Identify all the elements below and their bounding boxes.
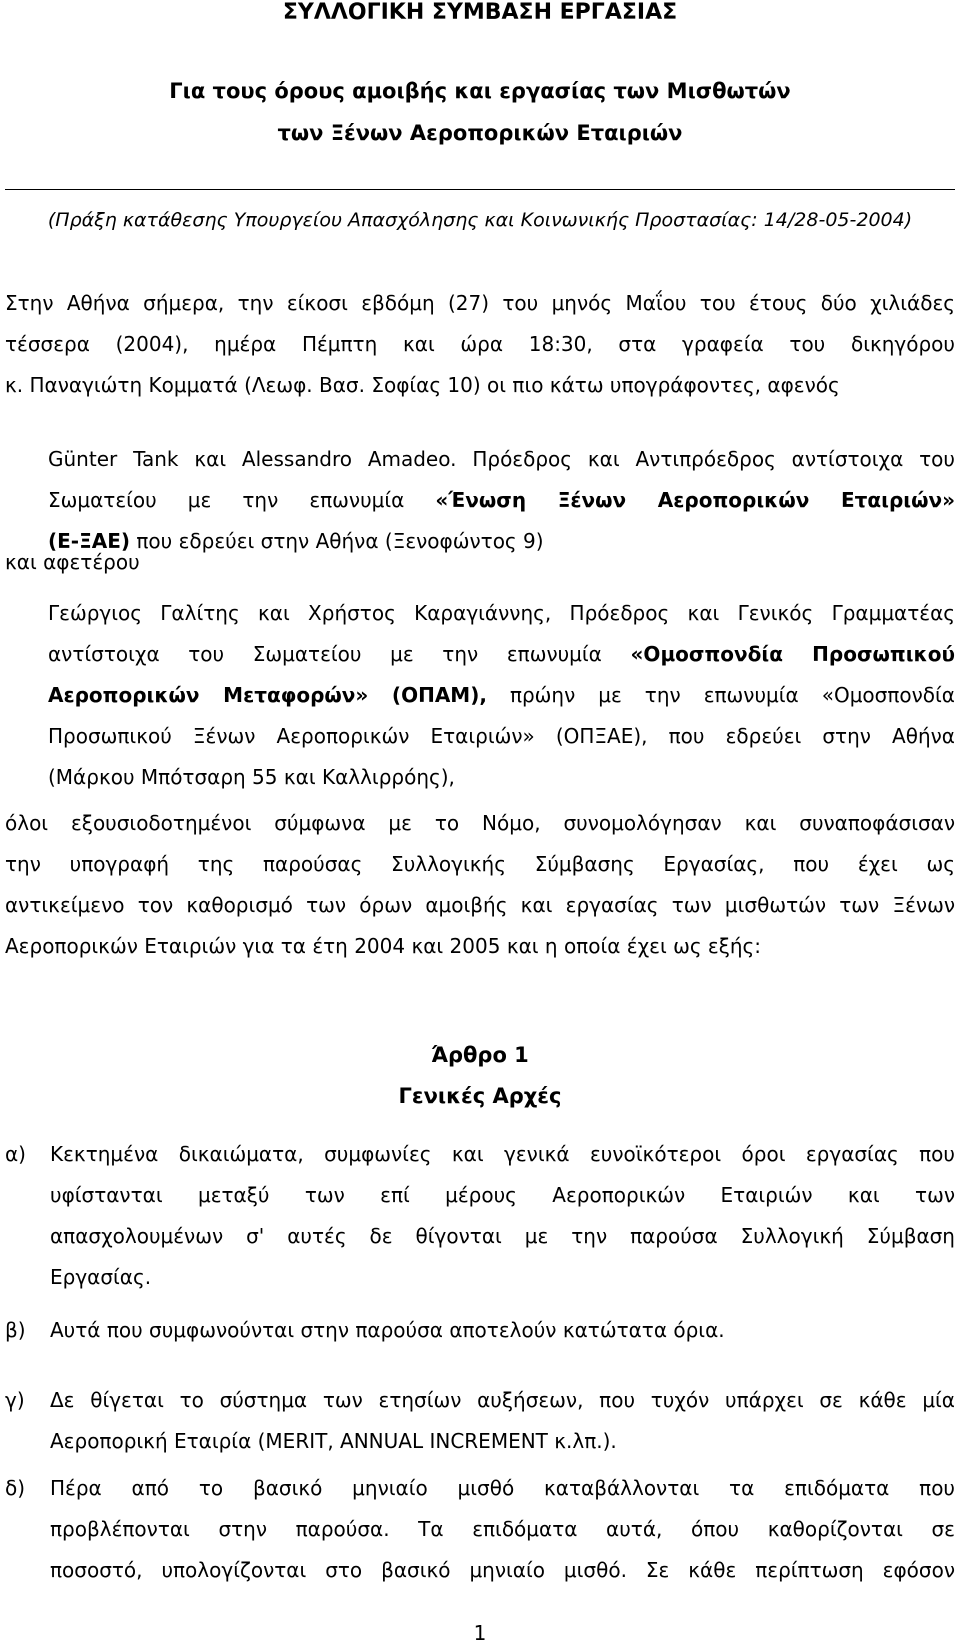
item-d-text <box>50 1468 955 1591</box>
agreement-paragraph <box>5 803 955 967</box>
item-a-line-4: Εργασίας. <box>50 1265 152 1289</box>
and-other-text: και αφετέρου <box>5 550 140 574</box>
party-two-line-3 <box>48 675 955 716</box>
item-d-line-1: Πέρα από το βασικό μηνιαίο μισθό καταβάλλονται τα επιδόματα που <box>50 1476 955 1500</box>
intro-paragraph <box>5 283 955 406</box>
party-two-union-name-a: «Ομοσπονδία Προσωπικού <box>630 642 956 666</box>
agreement-line-2: την υπογραφή της παρούσας Συλλογικής Σύμβασης Εργασίας, που έχει ως <box>5 852 955 876</box>
item-b-text <box>50 1310 955 1351</box>
subtitle-line-2: των Ξένων Αεροπορικών Εταιριών <box>277 121 683 145</box>
party-two-paragraph <box>48 593 955 798</box>
item-a-line-3: απασχολουμένων σ' αυτές δε θίγονται με την παρούσα Συλλογική Σύμβαση <box>50 1224 955 1248</box>
party-one-line-1: Günter Tank και Alessandro Amadeo. Πρόεδρος και Αντιπρόεδρος αντίστοιχα του <box>48 447 955 471</box>
party-one-union-abbrev: (Ε-ΞΑΕ) <box>48 529 131 553</box>
agreement-line-1: όλοι εξουσιοδοτημένοι σύμφωνα με το Νόμο, συνομολόγησαν και συναποφάσισαν <box>5 811 955 835</box>
item-b-line-1: Αυτά που συμφωνούνται στην παρούσα αποτελούν κατώτατα όρια. <box>50 1318 725 1342</box>
party-two-text: αντίστοιχα του Σωματείου με την επωνυμία <box>48 642 631 666</box>
item-c-line-1: Δε θίγεται το σύστημα των ετησίων αυξήσεων, που τυχόν υπάρχει σε κάθε μία <box>50 1388 955 1412</box>
item-c-text <box>50 1380 955 1462</box>
item-b-label: β) <box>5 1318 26 1342</box>
item-d-label: δ) <box>5 1476 26 1500</box>
item-d-line-2: προβλέπονται στην παρούσα. Τα επιδόματα αυτά, όπου καθορίζονται σε <box>50 1517 955 1541</box>
party-one-text: Σωματείου με την επωνυμία <box>48 488 436 512</box>
party-one-union-name: «Ένωση Ξένων Αεροπορικών Εταιριών» <box>435 488 955 512</box>
item-a-line-2: υφίστανται μεταξύ των επί μέρους Αεροπορικών Εταιριών και των <box>50 1183 955 1207</box>
party-two-line-5: (Μάρκου Μπότσαρη 55 και Καλλιρρόης), <box>48 765 455 789</box>
party-one-address: που εδρεύει στην Αθήνα (Ξενοφώντος 9) <box>130 529 544 553</box>
item-a-text <box>50 1134 955 1298</box>
item-c-line-2: Αεροπορική Εταιρία (MERIT, ANNUAL INCREMENT κ.λπ.). <box>50 1429 617 1453</box>
document-title: ΣΥΛΛΟΓΙΚΗ ΣΥΜΒΑΣΗ ΕΡΓΑΣΙΑΣ <box>282 0 678 25</box>
intro-line-3: κ. Παναγιώτη Κομματά (Λεωφ. Βασ. Σοφίας 10) οι πιο κάτω υπογράφοντες, αφενός <box>5 373 840 397</box>
horizontal-rule <box>5 189 955 190</box>
party-two-former-name: πρώην με την επωνυμία «Ομοσπονδία <box>486 683 955 707</box>
article-number: Άρθρο 1 <box>431 1043 529 1067</box>
intro-line-2: τέσσερα (2004), ημέρα Πέμπτη και ώρα 18:30, στα γραφεία του δικηγόρου <box>5 332 955 356</box>
intro-line-1: Στην Αθήνα σήμερα, την είκοσι εβδόμη (27) του μηνός Μαΐου του έτους δύο χιλιάδες <box>5 291 955 315</box>
item-a-line-1: Κεκτημένα δικαιώματα, συμφωνίες και γενικά ευνοϊκότεροι όροι εργασίας που <box>50 1142 955 1166</box>
page-number: 1 <box>473 1621 487 1645</box>
party-two-line-4: Προσωπικού Ξένων Αεροπορικών Εταιριών» (ΟΠΞΑΕ), που εδρεύει στην Αθήνα <box>48 724 955 748</box>
party-two-line-1: Γεώργιος Γαλίτης και Χρήστος Καραγιάννης, Πρόεδρος και Γενικός Γραμματέας <box>48 601 955 625</box>
item-c-label: γ) <box>5 1388 25 1412</box>
party-one-line-2 <box>48 480 955 521</box>
party-two-line-2 <box>48 634 955 675</box>
item-d-line-3: ποσοστό, υπολογίζονται στο βασικό μηνιαίο μισθό. Σε κάθε περίπτωση εφόσον <box>50 1558 955 1582</box>
subtitle-line-1: Για τους όρους αμοιβής και εργασίας των Μισθωτών <box>169 79 791 103</box>
party-two-union-name-b: Αεροπορικών Μεταφορών» (ΟΠΑΜ), <box>48 683 487 707</box>
item-a-label: α) <box>5 1142 26 1166</box>
agreement-line-4: Αεροπορικών Εταιριών για τα έτη 2004 και 2005 και η οποία έχει ως εξής: <box>5 934 762 958</box>
article-heading: Γενικές Αρχές <box>398 1084 562 1108</box>
agreement-line-3: αντικείμενο τον καθορισμό των όρων αμοιβής και εργασίας των μισθωτών των Ξένων <box>5 893 955 917</box>
deposit-note: (Πράξη κατάθεσης Υπουργείου Απασχόλησης και Κοινωνικής Προστασίας: 14/28-05-2004) <box>47 209 913 231</box>
